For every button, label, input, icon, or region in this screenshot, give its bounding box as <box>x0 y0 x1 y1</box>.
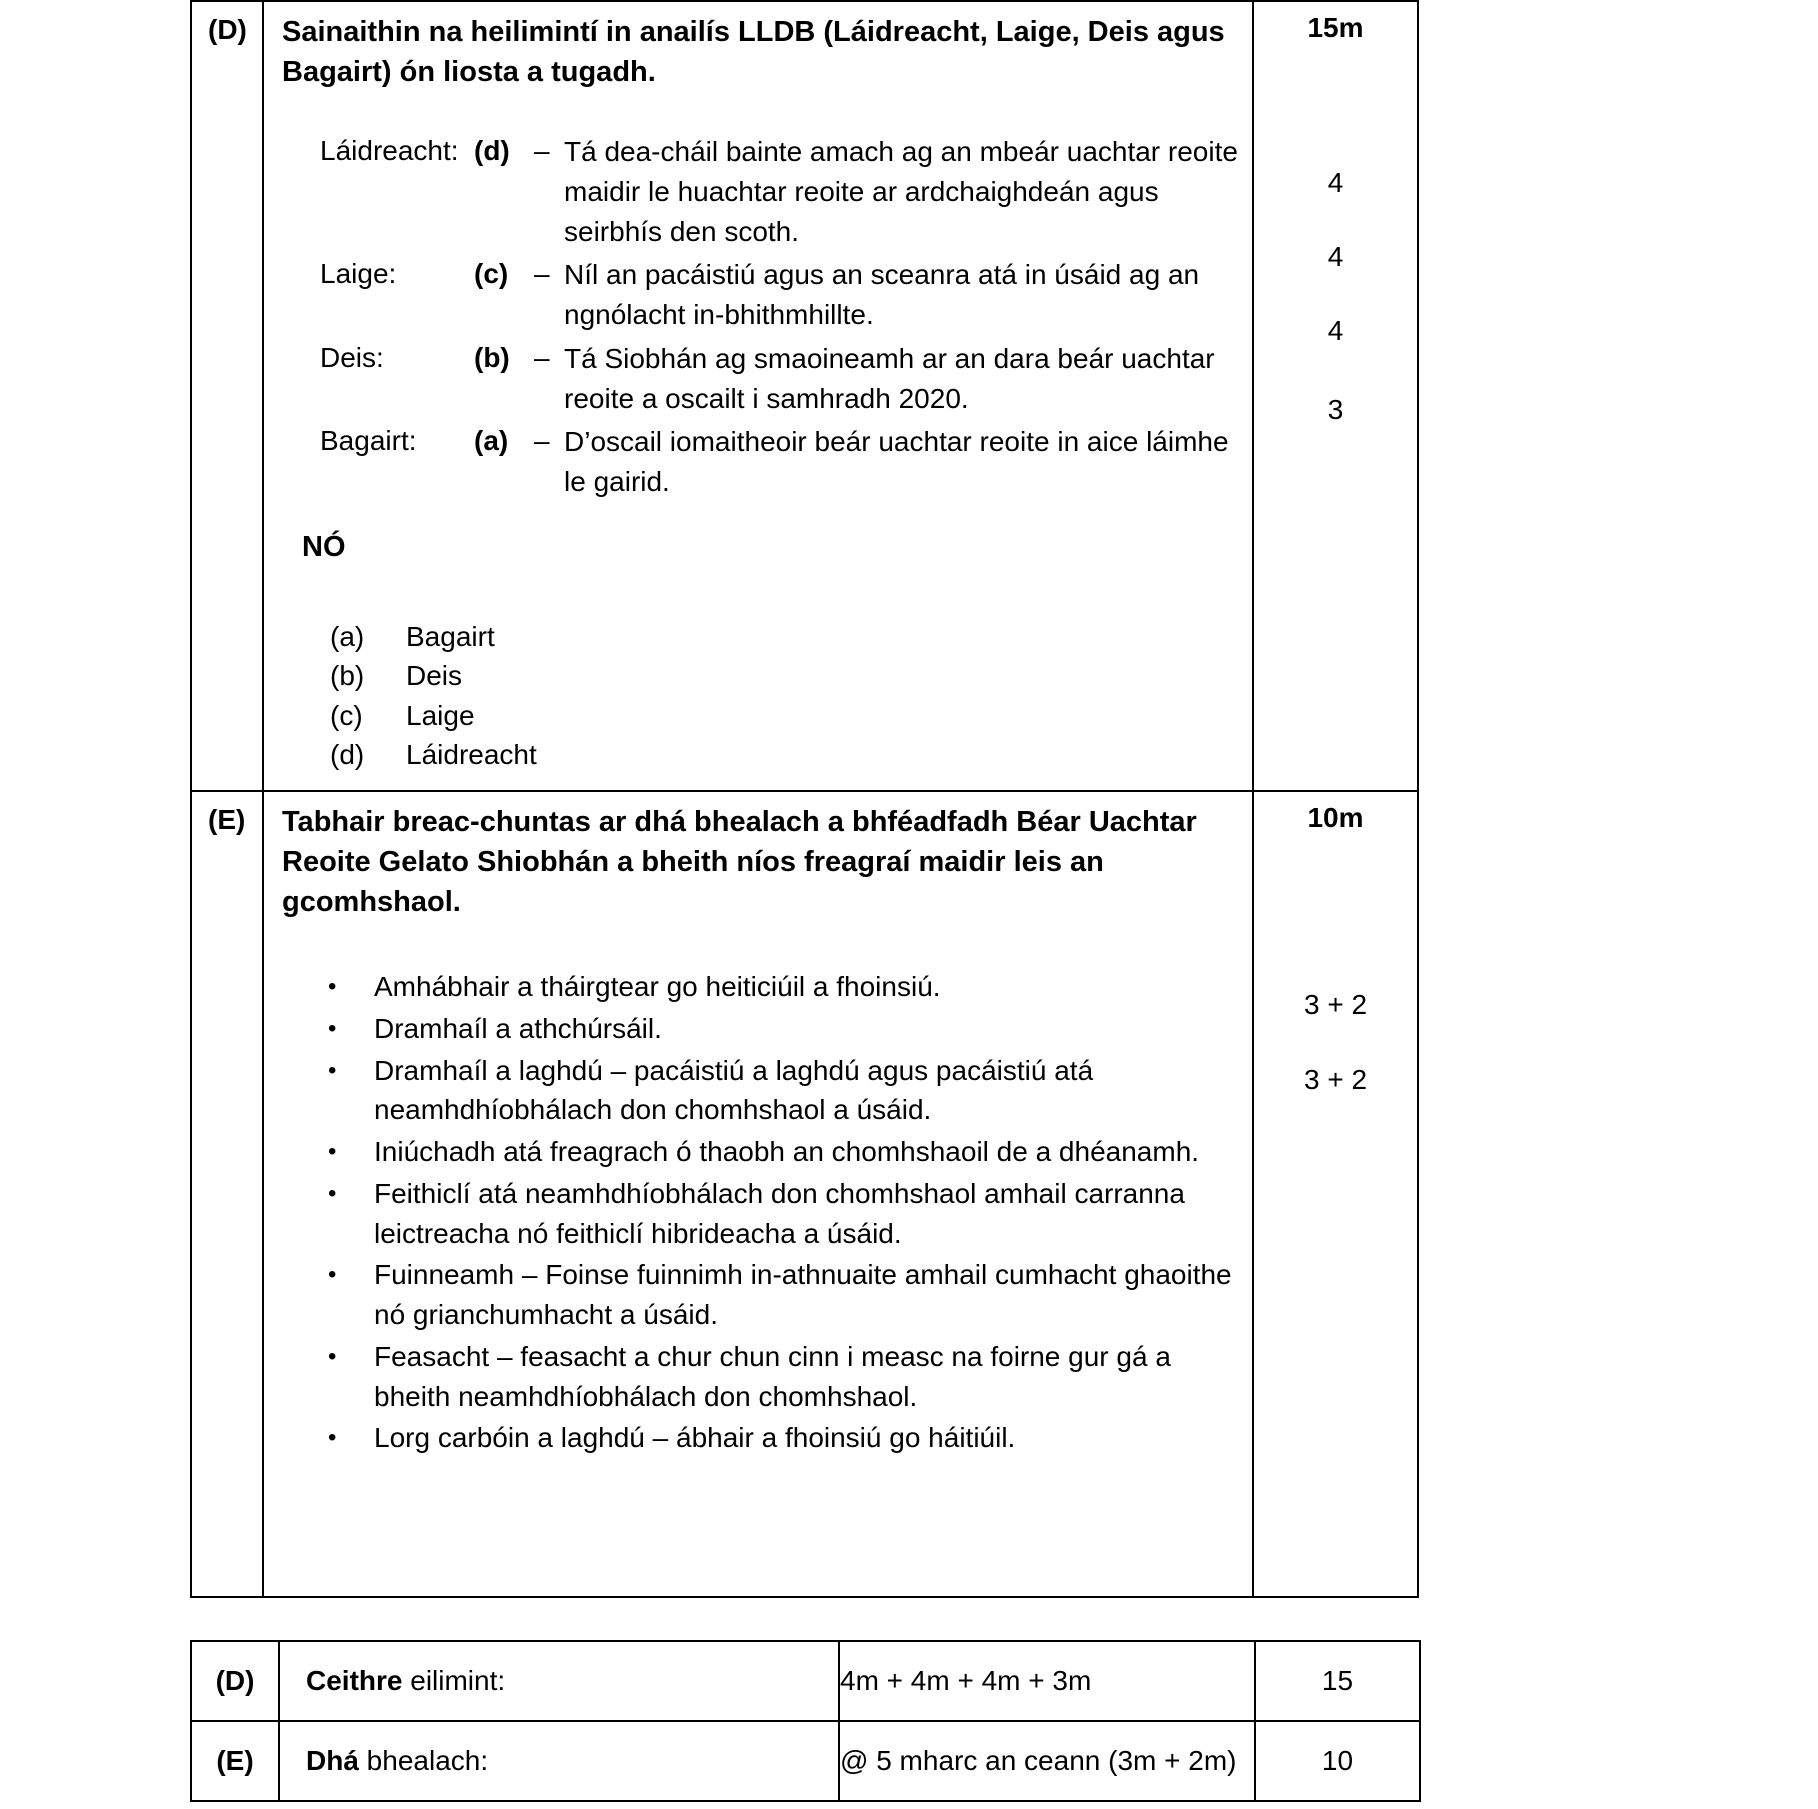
list-item <box>318 1418 1238 1458</box>
summary-desc-d-rest: eilimint: <box>402 1665 506 1696</box>
swot-row-weakness <box>282 255 1238 335</box>
swot-label-opportunity: Deis: <box>320 341 384 373</box>
swot-row-opportunity <box>282 339 1238 419</box>
bullet-text-7: Feasacht – feasacht a chur chun cinn i measc na foirne gur gá a bheith neamhdhíobhálach don chomhshaol. <box>374 1340 1171 1412</box>
swot-label-threat: Bagairt: <box>320 425 417 457</box>
bullet-icon: • <box>328 1014 337 1042</box>
summary-desc-d <box>279 1641 839 1721</box>
summary-desc-e-rest: bhealach: <box>358 1745 489 1776</box>
section-e-body <box>263 791 1253 1597</box>
list-item-text-d: Láidreacht <box>406 738 537 770</box>
list-item-marker-b: (b) <box>330 660 365 692</box>
bullet-text-6: Fuinneamh – Foinse fuinnimh in-athnuaite amhail cumhacht ghaoithe nó grianchumhacht a úsáid. <box>374 1259 1232 1331</box>
list-item-text-b: Deis <box>406 660 463 692</box>
section-e-marks-column <box>1253 791 1418 1597</box>
section-d-body <box>263 1 1253 791</box>
swot-row-threat <box>282 422 1238 502</box>
table-row-summary-e <box>191 1721 1420 1801</box>
section-e-question: Tabhair breac-chuntas ar dhá bhealach a bhféadfadh Béar Uachtar Reoite Gelato Shiobhán a bheith níos freagraí maidir leis an gcomhshaol. <box>282 805 1197 918</box>
table-row-section-e <box>191 791 1418 1597</box>
swot-text-weakness: Níl an pacáistiú agus an sceanra atá in úsáid ag an ngnólacht in-bhithmhillte. <box>564 259 1200 331</box>
bullet-icon: • <box>328 1424 337 1452</box>
mark-weakness: 4 <box>1327 241 1344 272</box>
bullet-text-5: Feithiclí atá neamhdhíobhálach don chomhshaol amhail carranna leictreacha nó feithiclí hibrideacha a úsáid. <box>374 1177 1185 1249</box>
swot-element-list <box>282 132 1238 502</box>
table-row-section-d <box>191 1 1418 791</box>
list-item <box>318 1174 1238 1254</box>
swot-letter-threat: (a) <box>474 425 509 457</box>
swot-letter-strength: (d) <box>474 135 510 167</box>
summary-label-d: (D) <box>191 1641 279 1721</box>
list-item <box>318 967 1238 1007</box>
list-item <box>318 1337 1238 1417</box>
swot-letter-weakness: (c) <box>474 258 509 290</box>
bullet-text-8: Lorg carbóin a laghdú – ábhair a fhoinsiú go háitiúil. <box>374 1422 1016 1454</box>
summary-label-e: (E) <box>191 1721 279 1801</box>
mark-strength: 4 <box>1327 167 1344 198</box>
bullet-text-1: Amhábhair a tháirgtear go heiticiúil a fhoinsiú. <box>374 971 941 1003</box>
section-d-total-marks: 15m <box>1307 12 1364 43</box>
swot-letter-opportunity: (b) <box>474 341 510 373</box>
alternative-answer-list <box>282 617 1238 774</box>
mark-opportunity: 4 <box>1327 315 1344 346</box>
table-row-summary-d <box>191 1641 1420 1721</box>
mark-way-2: 3 + 2 <box>1303 1063 1368 1095</box>
summary-calc-e: @ 5 mharc an ceann (3m + 2m) <box>839 1721 1255 1801</box>
swot-text-opportunity: Tá Siobhán ag smaoineamh ar an dara beár uachtar reoite a oscailt i samhradh 2020. <box>564 342 1215 414</box>
summary-calc-d: 4m + 4m + 4m + 3m <box>839 1641 1255 1721</box>
summary-desc-d-bold: Ceithre <box>306 1665 403 1696</box>
section-e-label: (E) <box>191 791 263 1597</box>
swot-dash-opportunity: – <box>534 341 550 373</box>
list-item <box>330 656 1238 695</box>
section-d-marks-column <box>1253 1 1418 791</box>
list-item <box>330 617 1238 656</box>
list-item-text-a: Bagairt <box>406 621 495 653</box>
list-item <box>318 1132 1238 1172</box>
bullet-icon: • <box>328 1261 337 1289</box>
list-item-marker-a: (a) <box>330 621 365 653</box>
summary-marks-e: 10 <box>1255 1721 1420 1801</box>
swot-row-strength <box>282 132 1238 251</box>
section-e-trailing-space <box>282 1460 1238 1580</box>
bullet-text-2: Dramhaíl a athchúrsáil. <box>374 1012 662 1044</box>
section-d-question: Sainaithin na heilimintí in anailís LLDB (Láidreacht, Laige, Deis agus Bagairt) ón liosta a tugadh. <box>282 16 1225 89</box>
marks-summary-table <box>190 1640 1421 1802</box>
list-item <box>318 1255 1238 1335</box>
list-item <box>318 1051 1238 1131</box>
swot-label-weakness: Laige: <box>320 258 397 290</box>
summary-desc-e-bold: Dhá <box>306 1745 359 1776</box>
summary-desc-e <box>279 1721 839 1801</box>
list-item-marker-c: (c) <box>330 699 363 731</box>
section-e-total-marks: 10m <box>1307 801 1364 833</box>
mark-threat: 3 <box>1327 394 1344 425</box>
swot-dash-threat: – <box>534 425 550 457</box>
list-item <box>318 1009 1238 1049</box>
list-item-text-c: Laige <box>406 699 475 731</box>
swot-label-strength: Láidreacht: <box>320 135 459 167</box>
list-item-marker-d: (d) <box>330 738 365 770</box>
bullet-icon: • <box>328 1056 337 1084</box>
section-d-label: (D) <box>191 1 263 791</box>
list-item <box>330 735 1238 774</box>
swot-text-threat: D’oscail iomaitheoir beár uachtar reoite in aice láimhe le gairid. <box>564 426 1229 498</box>
list-item <box>330 696 1238 735</box>
swot-text-strength: Tá dea-cháil bainte amach ag an mbeár uachtar reoite maidir le huachtar reoite ar ardchaighdeán agus seirbhís den scoth. <box>564 136 1238 247</box>
summary-marks-d: 15 <box>1255 1641 1420 1721</box>
bullet-text-3: Dramhaíl a laghdú – pacáistiú a laghdú agus pacáistiú atá neamhdhíobhálach don chomhshaol a úsáid. <box>374 1054 1094 1126</box>
alternative-answer-keyword: NÓ <box>302 530 346 563</box>
bullet-icon: • <box>328 1138 337 1166</box>
bullet-icon: • <box>328 1179 337 1207</box>
section-e-bullet-list <box>282 967 1238 1458</box>
bullet-text-4: Iniúchadh atá freagrach ó thaobh an chomhshaoil de a dhéanamh. <box>374 1136 1200 1168</box>
bullet-icon: • <box>328 1342 337 1370</box>
mark-way-1: 3 + 2 <box>1303 988 1368 1020</box>
swot-dash-strength: – <box>534 135 550 167</box>
bullet-icon: • <box>328 973 337 1001</box>
marking-scheme-table <box>190 0 1419 1598</box>
swot-dash-weakness: – <box>534 258 550 290</box>
